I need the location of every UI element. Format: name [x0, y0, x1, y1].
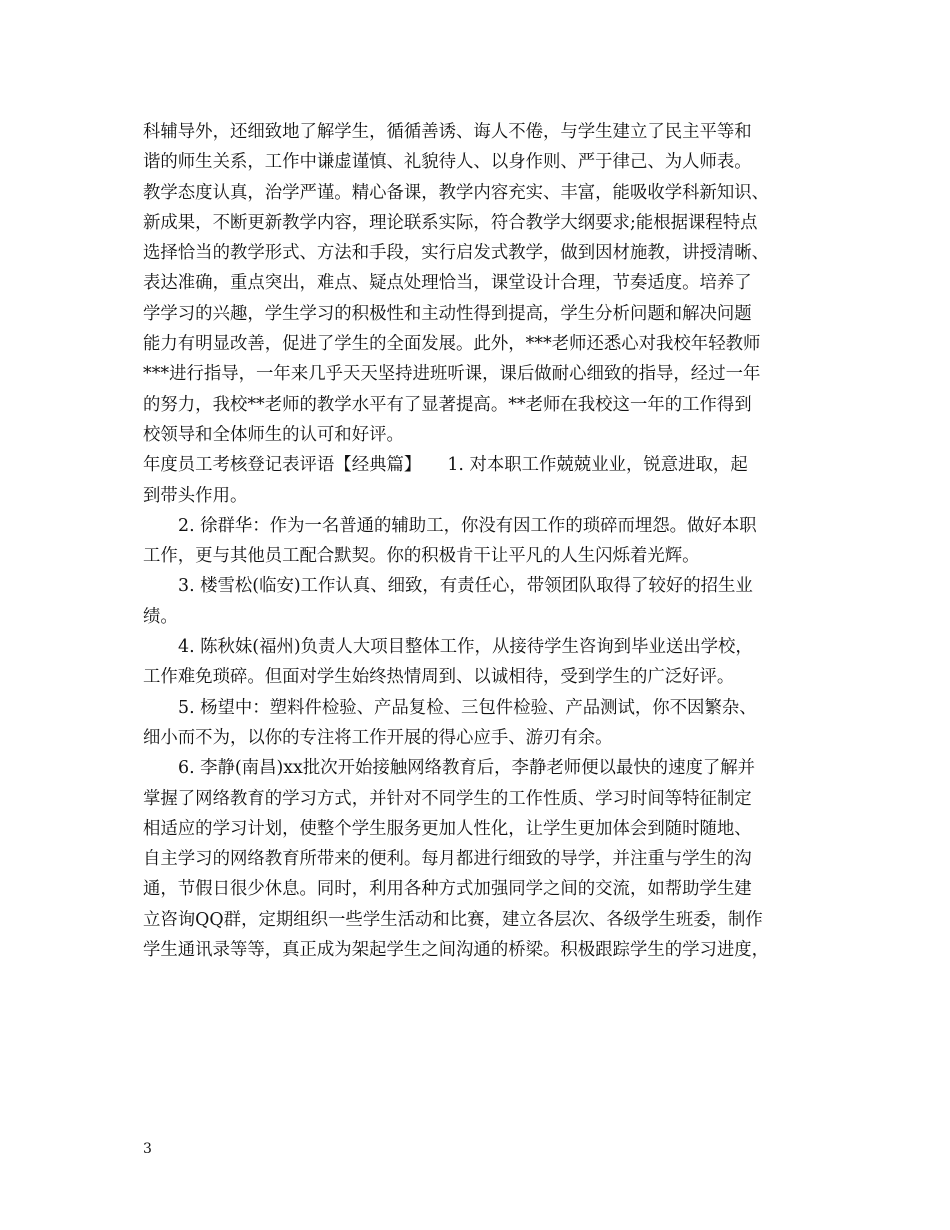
text-line: 的努力，我校**老师的教学水平有了显著提高。**老师在我校这一年的工作得到 [143, 394, 752, 415]
text-line: 科辅导外，还细致地了解学生，循循善诱、诲人不倦，与学生建立了民主平等和 [143, 122, 752, 142]
text-line: 通，节假日很少休息。同时，利用各种方式加强同学之间的交流，如帮助学生建 [143, 879, 752, 900]
text-line: 细小而不为，以你的专注将工作开展的得心应手、游刃有余。 [143, 727, 613, 748]
text-line: 5. 杨望中：塑料件检验、产品复检、三包件检验、产品测试，你不因繁杂、 [178, 697, 757, 718]
text-line: 学学习的兴趣，学生学习的积极性和主动性得到提高，学生分析问题和解决问题 [143, 303, 752, 324]
body-text [143, 117, 823, 965]
text-line: 相适应的学习计划，使整个学生服务更加人性化，让学生更加体会到随时随地、 [143, 818, 752, 839]
text-line: 谐的师生关系，工作中谦虚谨慎、礼貌待人、以身作则、严于律己、为人师表。 [143, 152, 752, 173]
text-line: 教学态度认真，治学严谨。精心备课，教学内容充实、丰富，能吸收学科新知识、 [143, 182, 770, 203]
text-line: ***进行指导，一年来几乎天天坚持进班听课，课后做耐心细致的指导，经过一年 [143, 364, 761, 385]
text-line: 掌握了网络教育的学习方式，并针对不同学生的工作性质、学习时间等特征制定 [143, 788, 752, 809]
text-line: 绩。 [143, 606, 178, 627]
section-heading-line: 年度员工考核登记表评语【经典篇】 1. 对本职工作兢兢业业，锐意进取，起 [143, 455, 748, 476]
text-line: 新成果，不断更新教学内容，理论联系实际，符合教学大纲要求;能根据课程特点 [143, 212, 758, 233]
text-line: 6. 李静(南昌)xx批次开始接触网络教育后，李静老师便以最快的速度了解并 [178, 758, 756, 779]
text-line: 立咨询QQ群，定期组织一些学生活动和比赛，建立各层次、各级学生班委，制作 [143, 909, 763, 930]
page-number: 3 [143, 1141, 152, 1157]
text-line: 工作难免琐碎。但面对学生始终热情周到、以诚相待，受到学生的广泛好评。 [143, 667, 735, 688]
text-line: 学生通讯录等等，真正成为架起学生之间沟通的桥梁。积极跟踪学生的学习进度， [143, 940, 770, 961]
text-line: 校领导和全体师生的认可和好评。 [143, 424, 404, 445]
text-line: 2. 徐群华：作为一名普通的辅助工，你没有因工作的琐碎而埋怨。做好本职 [178, 515, 757, 536]
text-line: 能力有明显改善，促进了学生的全面发展。此外，***老师还悉心对我校年轻教师 [143, 334, 761, 355]
text-line: 3. 楼雪松(临安)工作认真、细致，有责任心，带领团队取得了较好的招生业 [178, 576, 753, 597]
text-line: 自主学习的网络教育所带来的便利。每月都进行细致的导学，并注重与学生的沟 [143, 849, 752, 870]
text-line: 4. 陈秋妹(福州)负责人大项目整体工作，从接待学生咨询到毕业送出学校， [178, 637, 753, 658]
text-line: 表达准确，重点突出，难点、疑点处理恰当，课堂设计合理，节奏适度。培养了 [143, 273, 752, 294]
text-line: 工作，更与其他员工配合默契。你的积极肯干让平凡的人生闪烁着光辉。 [143, 546, 700, 567]
text-line: 选择恰当的教学形式、方法和手段，实行启发式教学，做到因材施教，讲授清晰、 [143, 243, 770, 264]
text-line: 到带头作用。 [143, 485, 248, 506]
